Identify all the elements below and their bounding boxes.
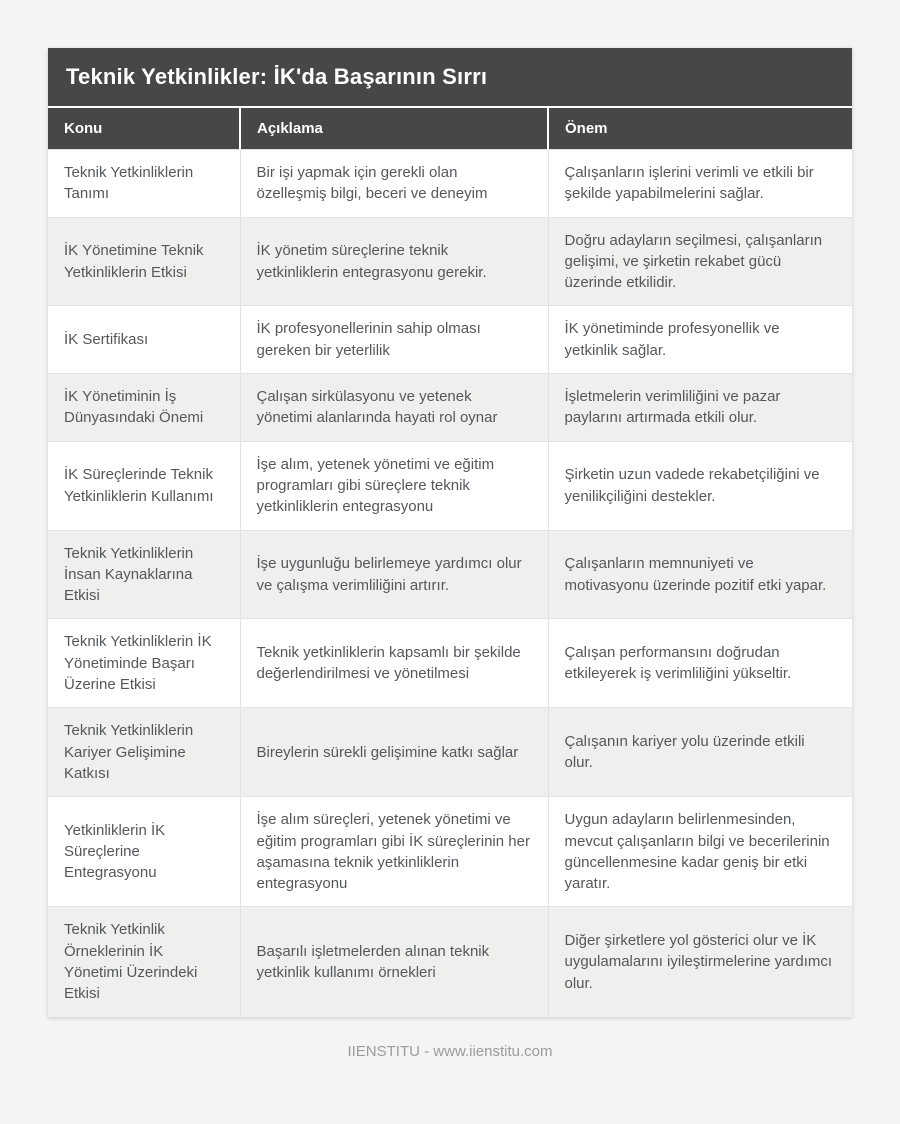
column-header-aciklama: Açıklama: [240, 108, 548, 150]
cell-onem: İK yönetiminde profesyonellik ve yetkinlik sağlar.: [548, 306, 852, 374]
table-body: [48, 150, 852, 1017]
table-row: [48, 907, 852, 1017]
table-row: [48, 797, 852, 907]
cell-aciklama: İşe alım, yetenek yönetimi ve eğitim programları gibi süreçlere teknik yetkinliklerin entegrasyonu: [240, 441, 548, 530]
cell-aciklama: Başarılı işletmelerden alınan teknik yetkinlik kullanımı örnekleri: [240, 907, 548, 1017]
table-row: [48, 306, 852, 374]
table-row: [48, 217, 852, 306]
cell-aciklama: İşe alım süreçleri, yetenek yönetimi ve eğitim programları gibi İK süreçlerinin her aşamasına teknik yetkinliklerin entegrasyonu: [240, 797, 548, 907]
cell-konu: Yetkinliklerin İK Süreçlerine Entegrasyonu: [48, 797, 240, 907]
cell-onem: Uygun adayların belirlenmesinden, mevcut çalışanların bilgi ve becerilerinin güncellenmesine kadar geniş bir etki yaratır.: [548, 797, 852, 907]
cell-onem: Diğer şirketlere yol gösterici olur ve İK uygulamalarını iyileştirmelerine yardımcı olur.: [548, 907, 852, 1017]
table-row: [48, 708, 852, 797]
cell-aciklama: Bireylerin sürekli gelişimine katkı sağlar: [240, 708, 548, 797]
cell-konu: İK Süreçlerinde Teknik Yetkinliklerin Kullanımı: [48, 441, 240, 530]
cell-onem: Şirketin uzun vadede rekabetçiliğini ve yenilikçiliğini destekler.: [548, 441, 852, 530]
cell-aciklama: İK yönetim süreçlerine teknik yetkinliklerin entegrasyonu gerekir.: [240, 217, 548, 306]
cell-konu: Teknik Yetkinliklerin Tanımı: [48, 150, 240, 218]
cell-aciklama: Teknik yetkinliklerin kapsamlı bir şekilde değerlendirilmesi ve yönetilmesi: [240, 619, 548, 708]
cell-aciklama: İK profesyonellerinin sahip olması gereken bir yeterlilik: [240, 306, 548, 374]
cell-aciklama: Bir işi yapmak için gerekli olan özelleşmiş bilgi, beceri ve deneyim: [240, 150, 548, 218]
cell-onem: İşletmelerin verimliliğini ve pazar paylarını artırmada etkili olur.: [548, 374, 852, 442]
cell-aciklama: İşe uygunluğu belirlemeye yardımcı olur ve çalışma verimliliğini artırır.: [240, 530, 548, 619]
cell-onem: Çalışan performansını doğrudan etkileyerek iş verimliliğini yükseltir.: [548, 619, 852, 708]
cell-onem: Çalışanların işlerini verimli ve etkili bir şekilde yapabilmelerini sağlar.: [548, 150, 852, 218]
cell-konu: İK Yönetiminin İş Dünyasındaki Önemi: [48, 374, 240, 442]
page-title: Teknik Yetkinlikler: İK'da Başarının Sırrı: [48, 48, 852, 108]
table-row: [48, 150, 852, 218]
cell-konu: Teknik Yetkinlik Örneklerinin İK Yönetimi Üzerindeki Etkisi: [48, 907, 240, 1017]
cell-konu: Teknik Yetkinliklerin Kariyer Gelişimine Katkısı: [48, 708, 240, 797]
cell-konu: İK Yönetimine Teknik Yetkinliklerin Etkisi: [48, 217, 240, 306]
table-card: [48, 48, 852, 1017]
cell-konu: Teknik Yetkinliklerin İnsan Kaynaklarına Etkisi: [48, 530, 240, 619]
cell-aciklama: Çalışan sirkülasyonu ve yetenek yönetimi alanlarında hayati rol oynar: [240, 374, 548, 442]
column-header-konu: Konu: [48, 108, 240, 150]
cell-konu: Teknik Yetkinliklerin İK Yönetiminde Başarı Üzerine Etkisi: [48, 619, 240, 708]
table-row: [48, 441, 852, 530]
table-row: [48, 530, 852, 619]
cell-konu: İK Sertifikası: [48, 306, 240, 374]
table-row: [48, 619, 852, 708]
cell-onem: Çalışanların memnuniyeti ve motivasyonu üzerinde pozitif etki yapar.: [548, 530, 852, 619]
cell-onem: Çalışanın kariyer yolu üzerinde etkili olur.: [548, 708, 852, 797]
column-header-onem: Önem: [548, 108, 852, 150]
table-header-row: [48, 108, 852, 150]
footer-text: IIENSTITU - www.iienstitu.com: [347, 1042, 553, 1060]
cell-onem: Doğru adayların seçilmesi, çalışanların gelişimi, ve şirketin rekabet gücü üzerinde etkilidir.: [548, 217, 852, 306]
competencies-table: [48, 108, 852, 1017]
table-row: [48, 374, 852, 442]
